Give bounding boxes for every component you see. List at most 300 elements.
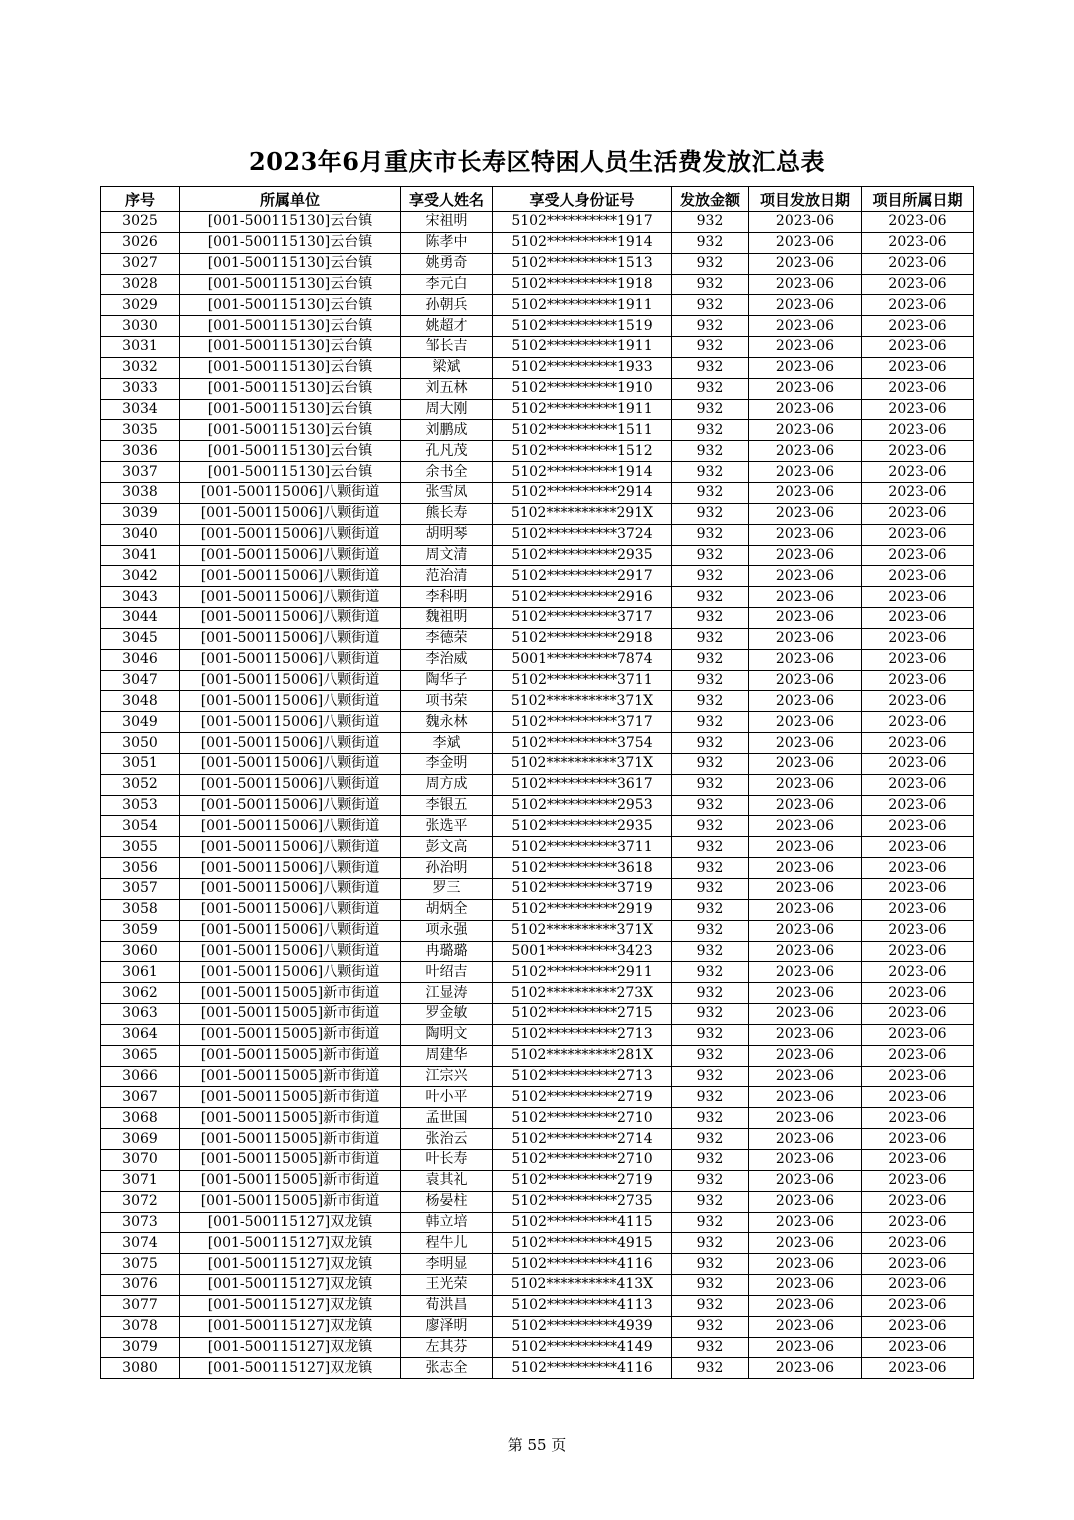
cell-index: 3049 bbox=[101, 712, 180, 733]
cell-index: 3030 bbox=[101, 316, 180, 337]
col-header-issue-date: 项目发放日期 bbox=[749, 187, 862, 212]
cell-issue-date: 2023-06 bbox=[749, 1045, 862, 1066]
cell-amount: 932 bbox=[672, 1358, 749, 1379]
cell-id-number: 5102**********371X bbox=[493, 920, 672, 941]
cell-name: 熊长寿 bbox=[401, 503, 493, 524]
cell-unit: [001-500115006]八颗街道 bbox=[180, 899, 401, 920]
cell-name: 李德荣 bbox=[401, 628, 493, 649]
cell-index: 3027 bbox=[101, 253, 180, 274]
cell-unit: [001-500115006]八颗街道 bbox=[180, 545, 401, 566]
cell-name: 刘五林 bbox=[401, 378, 493, 399]
cell-issue-date: 2023-06 bbox=[749, 670, 862, 691]
cell-name: 王光荣 bbox=[401, 1275, 493, 1296]
cell-index: 3054 bbox=[101, 816, 180, 837]
cell-period: 2023-06 bbox=[862, 1316, 974, 1337]
cell-amount: 932 bbox=[672, 1108, 749, 1129]
cell-name: 刘鹏成 bbox=[401, 420, 493, 441]
cell-unit: [001-500115127]双龙镇 bbox=[180, 1212, 401, 1233]
cell-id-number: 5102**********4915 bbox=[493, 1233, 672, 1254]
cell-unit: [001-500115006]八颗街道 bbox=[180, 816, 401, 837]
cell-id-number: 5102**********3724 bbox=[493, 524, 672, 545]
cell-id-number: 5102**********3717 bbox=[493, 712, 672, 733]
cell-amount: 932 bbox=[672, 566, 749, 587]
cell-index: 3044 bbox=[101, 608, 180, 629]
table-row bbox=[101, 295, 974, 316]
cell-name: 孙朝兵 bbox=[401, 295, 493, 316]
cell-issue-date: 2023-06 bbox=[749, 212, 862, 233]
table-row bbox=[101, 378, 974, 399]
cell-index: 3072 bbox=[101, 1191, 180, 1212]
cell-issue-date: 2023-06 bbox=[749, 253, 862, 274]
cell-index: 3042 bbox=[101, 566, 180, 587]
cell-name: 周大刚 bbox=[401, 399, 493, 420]
cell-period: 2023-06 bbox=[862, 420, 974, 441]
cell-amount: 932 bbox=[672, 941, 749, 962]
cell-name: 冉璐璐 bbox=[401, 941, 493, 962]
cell-name: 项书荣 bbox=[401, 691, 493, 712]
table-row bbox=[101, 733, 974, 754]
cell-unit: [001-500115006]八颗街道 bbox=[180, 628, 401, 649]
cell-issue-date: 2023-06 bbox=[749, 503, 862, 524]
table-row bbox=[101, 1358, 974, 1379]
cell-id-number: 5102**********371X bbox=[493, 691, 672, 712]
cell-name: 韩立培 bbox=[401, 1212, 493, 1233]
cell-name: 周文清 bbox=[401, 545, 493, 566]
cell-index: 3045 bbox=[101, 628, 180, 649]
cell-id-number: 5102**********4116 bbox=[493, 1254, 672, 1275]
cell-issue-date: 2023-06 bbox=[749, 899, 862, 920]
cell-index: 3078 bbox=[101, 1316, 180, 1337]
cell-period: 2023-06 bbox=[862, 524, 974, 545]
col-header-amount: 发放金额 bbox=[672, 187, 749, 212]
cell-unit: [001-500115005]新市街道 bbox=[180, 1024, 401, 1045]
cell-amount: 932 bbox=[672, 628, 749, 649]
header-row bbox=[101, 187, 974, 212]
cell-period: 2023-06 bbox=[862, 816, 974, 837]
cell-name: 张雪凤 bbox=[401, 482, 493, 503]
cell-id-number: 5102**********1513 bbox=[493, 253, 672, 274]
cell-period: 2023-06 bbox=[862, 1024, 974, 1045]
cell-issue-date: 2023-06 bbox=[749, 795, 862, 816]
cell-amount: 932 bbox=[672, 545, 749, 566]
table-row bbox=[101, 587, 974, 608]
cell-amount: 932 bbox=[672, 837, 749, 858]
cell-issue-date: 2023-06 bbox=[749, 837, 862, 858]
cell-name: 李斌 bbox=[401, 733, 493, 754]
cell-amount: 932 bbox=[672, 712, 749, 733]
cell-id-number: 5102**********4115 bbox=[493, 1212, 672, 1233]
cell-period: 2023-06 bbox=[862, 503, 974, 524]
table-row bbox=[101, 795, 974, 816]
cell-amount: 932 bbox=[672, 1254, 749, 1275]
table-row bbox=[101, 1149, 974, 1170]
cell-id-number: 5102**********1512 bbox=[493, 441, 672, 462]
cell-index: 3035 bbox=[101, 420, 180, 441]
page-title: 2023年6月重庆市长寿区特困人员生活费发放汇总表 bbox=[249, 147, 825, 176]
table-row bbox=[101, 920, 974, 941]
table-row bbox=[101, 1275, 974, 1296]
cell-unit: [001-500115005]新市街道 bbox=[180, 1191, 401, 1212]
cell-index: 3026 bbox=[101, 232, 180, 253]
table-row bbox=[101, 316, 974, 337]
cell-name: 江显涛 bbox=[401, 983, 493, 1004]
cell-issue-date: 2023-06 bbox=[749, 524, 862, 545]
cell-period: 2023-06 bbox=[862, 399, 974, 420]
cell-id-number: 5102**********3711 bbox=[493, 837, 672, 858]
cell-index: 3039 bbox=[101, 503, 180, 524]
cell-amount: 932 bbox=[672, 1024, 749, 1045]
table-row bbox=[101, 212, 974, 233]
cell-id-number: 5001**********3423 bbox=[493, 941, 672, 962]
col-header-unit: 所属单位 bbox=[180, 187, 401, 212]
cell-index: 3069 bbox=[101, 1129, 180, 1150]
cell-name: 李金明 bbox=[401, 753, 493, 774]
table-row bbox=[101, 670, 974, 691]
cell-name: 姚超才 bbox=[401, 316, 493, 337]
cell-id-number: 5102**********4113 bbox=[493, 1295, 672, 1316]
table-row bbox=[101, 1212, 974, 1233]
cell-unit: [001-500115005]新市街道 bbox=[180, 1087, 401, 1108]
cell-name: 项永强 bbox=[401, 920, 493, 941]
cell-issue-date: 2023-06 bbox=[749, 1212, 862, 1233]
cell-unit: [001-500115130]云台镇 bbox=[180, 232, 401, 253]
cell-name: 袁其礼 bbox=[401, 1170, 493, 1191]
cell-name: 胡明琴 bbox=[401, 524, 493, 545]
cell-unit: [001-500115006]八颗街道 bbox=[180, 941, 401, 962]
cell-index: 3063 bbox=[101, 1004, 180, 1025]
cell-name: 张治云 bbox=[401, 1129, 493, 1150]
cell-name: 李科明 bbox=[401, 587, 493, 608]
cell-issue-date: 2023-06 bbox=[749, 1149, 862, 1170]
cell-period: 2023-06 bbox=[862, 1254, 974, 1275]
cell-name: 李元白 bbox=[401, 274, 493, 295]
cell-issue-date: 2023-06 bbox=[749, 941, 862, 962]
cell-period: 2023-06 bbox=[862, 941, 974, 962]
cell-period: 2023-06 bbox=[862, 1149, 974, 1170]
cell-period: 2023-06 bbox=[862, 753, 974, 774]
cell-name: 叶绍吉 bbox=[401, 962, 493, 983]
cell-name: 廖泽明 bbox=[401, 1316, 493, 1337]
cell-index: 3055 bbox=[101, 837, 180, 858]
cell-issue-date: 2023-06 bbox=[749, 983, 862, 1004]
cell-id-number: 5102**********2714 bbox=[493, 1129, 672, 1150]
cell-index: 3050 bbox=[101, 733, 180, 754]
cell-index: 3028 bbox=[101, 274, 180, 295]
cell-id-number: 5102**********1511 bbox=[493, 420, 672, 441]
cell-unit: [001-500115006]八颗街道 bbox=[180, 524, 401, 545]
cell-id-number: 5102**********371X bbox=[493, 753, 672, 774]
cell-period: 2023-06 bbox=[862, 670, 974, 691]
cell-amount: 932 bbox=[672, 1087, 749, 1108]
cell-index: 3073 bbox=[101, 1212, 180, 1233]
cell-index: 3077 bbox=[101, 1295, 180, 1316]
cell-issue-date: 2023-06 bbox=[749, 587, 862, 608]
cell-name: 叶小平 bbox=[401, 1087, 493, 1108]
cell-period: 2023-06 bbox=[862, 1275, 974, 1296]
cell-period: 2023-06 bbox=[862, 899, 974, 920]
cell-unit: [001-500115006]八颗街道 bbox=[180, 608, 401, 629]
cell-unit: [001-500115006]八颗街道 bbox=[180, 753, 401, 774]
table-row bbox=[101, 1254, 974, 1275]
cell-period: 2023-06 bbox=[862, 649, 974, 670]
cell-index: 3058 bbox=[101, 899, 180, 920]
cell-period: 2023-06 bbox=[862, 1004, 974, 1025]
cell-amount: 932 bbox=[672, 962, 749, 983]
table-row bbox=[101, 628, 974, 649]
cell-issue-date: 2023-06 bbox=[749, 545, 862, 566]
cell-unit: [001-500115130]云台镇 bbox=[180, 462, 401, 483]
cell-issue-date: 2023-06 bbox=[749, 1254, 862, 1275]
cell-issue-date: 2023-06 bbox=[749, 753, 862, 774]
cell-period: 2023-06 bbox=[862, 920, 974, 941]
cell-id-number: 5102**********2917 bbox=[493, 566, 672, 587]
cell-name: 左其芬 bbox=[401, 1337, 493, 1358]
cell-id-number: 5102**********2916 bbox=[493, 587, 672, 608]
cell-name: 荀洪昌 bbox=[401, 1295, 493, 1316]
cell-issue-date: 2023-06 bbox=[749, 733, 862, 754]
cell-period: 2023-06 bbox=[862, 587, 974, 608]
cell-index: 3066 bbox=[101, 1066, 180, 1087]
col-header-period: 项目所属日期 bbox=[862, 187, 974, 212]
cell-issue-date: 2023-06 bbox=[749, 1170, 862, 1191]
cell-index: 3057 bbox=[101, 879, 180, 900]
cell-name: 梁斌 bbox=[401, 357, 493, 378]
cell-id-number: 5102**********2719 bbox=[493, 1087, 672, 1108]
cell-issue-date: 2023-06 bbox=[749, 337, 862, 358]
table-row bbox=[101, 962, 974, 983]
cell-index: 3080 bbox=[101, 1358, 180, 1379]
table-row bbox=[101, 1024, 974, 1045]
cell-period: 2023-06 bbox=[862, 274, 974, 295]
cell-unit: [001-500115130]云台镇 bbox=[180, 316, 401, 337]
cell-name: 姚勇奇 bbox=[401, 253, 493, 274]
cell-unit: [001-500115130]云台镇 bbox=[180, 253, 401, 274]
cell-index: 3065 bbox=[101, 1045, 180, 1066]
cell-id-number: 5102**********1917 bbox=[493, 212, 672, 233]
cell-amount: 932 bbox=[672, 691, 749, 712]
cell-id-number: 5102**********3717 bbox=[493, 608, 672, 629]
table-row bbox=[101, 503, 974, 524]
cell-issue-date: 2023-06 bbox=[749, 1358, 862, 1379]
table-row bbox=[101, 1004, 974, 1025]
cell-unit: [001-500115130]云台镇 bbox=[180, 274, 401, 295]
cell-amount: 932 bbox=[672, 920, 749, 941]
cell-period: 2023-06 bbox=[862, 1045, 974, 1066]
cell-issue-date: 2023-06 bbox=[749, 378, 862, 399]
cell-index: 3068 bbox=[101, 1108, 180, 1129]
cell-id-number: 5102**********1914 bbox=[493, 232, 672, 253]
cell-amount: 932 bbox=[672, 1295, 749, 1316]
col-header-index: 序号 bbox=[101, 187, 180, 212]
cell-amount: 932 bbox=[672, 1129, 749, 1150]
table-row bbox=[101, 462, 974, 483]
cell-unit: [001-500115005]新市街道 bbox=[180, 983, 401, 1004]
cell-issue-date: 2023-06 bbox=[749, 1316, 862, 1337]
cell-issue-date: 2023-06 bbox=[749, 1295, 862, 1316]
cell-unit: [001-500115006]八颗街道 bbox=[180, 712, 401, 733]
cell-name: 叶长寿 bbox=[401, 1149, 493, 1170]
table-row bbox=[101, 837, 974, 858]
cell-index: 3060 bbox=[101, 941, 180, 962]
cell-period: 2023-06 bbox=[862, 253, 974, 274]
cell-id-number: 5102**********1911 bbox=[493, 295, 672, 316]
cell-index: 3079 bbox=[101, 1337, 180, 1358]
table-row bbox=[101, 691, 974, 712]
cell-period: 2023-06 bbox=[862, 1170, 974, 1191]
cell-name: 杨晏柱 bbox=[401, 1191, 493, 1212]
cell-id-number: 5102**********2715 bbox=[493, 1004, 672, 1025]
cell-unit: [001-500115127]双龙镇 bbox=[180, 1295, 401, 1316]
cell-unit: [001-500115127]双龙镇 bbox=[180, 1316, 401, 1337]
cell-period: 2023-06 bbox=[862, 566, 974, 587]
cell-name: 周方成 bbox=[401, 774, 493, 795]
cell-id-number: 5102**********1911 bbox=[493, 399, 672, 420]
cell-amount: 932 bbox=[672, 587, 749, 608]
cell-index: 3040 bbox=[101, 524, 180, 545]
cell-id-number: 5102**********2713 bbox=[493, 1024, 672, 1045]
cell-period: 2023-06 bbox=[862, 462, 974, 483]
cell-name: 范治清 bbox=[401, 566, 493, 587]
cell-amount: 932 bbox=[672, 357, 749, 378]
table-row bbox=[101, 1191, 974, 1212]
cell-unit: [001-500115005]新市街道 bbox=[180, 1108, 401, 1129]
table-row bbox=[101, 608, 974, 629]
cell-amount: 932 bbox=[672, 733, 749, 754]
cell-name: 李治威 bbox=[401, 649, 493, 670]
cell-index: 3031 bbox=[101, 337, 180, 358]
cell-unit: [001-500115127]双龙镇 bbox=[180, 1275, 401, 1296]
cell-amount: 932 bbox=[672, 1337, 749, 1358]
cell-period: 2023-06 bbox=[862, 482, 974, 503]
cell-unit: [001-500115130]云台镇 bbox=[180, 212, 401, 233]
cell-id-number: 5102**********1910 bbox=[493, 378, 672, 399]
cell-unit: [001-500115005]新市街道 bbox=[180, 1149, 401, 1170]
table-row bbox=[101, 712, 974, 733]
table-row bbox=[101, 253, 974, 274]
cell-index: 3064 bbox=[101, 1024, 180, 1045]
cell-period: 2023-06 bbox=[862, 1066, 974, 1087]
cell-issue-date: 2023-06 bbox=[749, 1024, 862, 1045]
cell-unit: [001-500115005]新市街道 bbox=[180, 1004, 401, 1025]
table-row bbox=[101, 1087, 974, 1108]
cell-period: 2023-06 bbox=[862, 733, 974, 754]
cell-unit: [001-500115130]云台镇 bbox=[180, 295, 401, 316]
cell-index: 3041 bbox=[101, 545, 180, 566]
cell-amount: 932 bbox=[672, 670, 749, 691]
cell-id-number: 5102**********1918 bbox=[493, 274, 672, 295]
cell-id-number: 5102**********2935 bbox=[493, 545, 672, 566]
cell-amount: 932 bbox=[672, 420, 749, 441]
table-row bbox=[101, 1295, 974, 1316]
cell-unit: [001-500115130]云台镇 bbox=[180, 441, 401, 462]
cell-index: 3025 bbox=[101, 212, 180, 233]
cell-name: 李明显 bbox=[401, 1254, 493, 1275]
cell-id-number: 5102**********2710 bbox=[493, 1108, 672, 1129]
cell-amount: 932 bbox=[672, 441, 749, 462]
table-row bbox=[101, 1170, 974, 1191]
cell-issue-date: 2023-06 bbox=[749, 232, 862, 253]
cell-period: 2023-06 bbox=[862, 1212, 974, 1233]
cell-index: 3043 bbox=[101, 587, 180, 608]
cell-index: 3052 bbox=[101, 774, 180, 795]
cell-id-number: 5102**********3617 bbox=[493, 774, 672, 795]
table-row bbox=[101, 1066, 974, 1087]
cell-name: 彭文高 bbox=[401, 837, 493, 858]
cell-id-number: 5102**********281X bbox=[493, 1045, 672, 1066]
cell-index: 3032 bbox=[101, 357, 180, 378]
cell-issue-date: 2023-06 bbox=[749, 357, 862, 378]
cell-period: 2023-06 bbox=[862, 1108, 974, 1129]
cell-index: 3047 bbox=[101, 670, 180, 691]
cell-period: 2023-06 bbox=[862, 962, 974, 983]
cell-index: 3034 bbox=[101, 399, 180, 420]
table-row bbox=[101, 858, 974, 879]
cell-period: 2023-06 bbox=[862, 212, 974, 233]
cell-id-number: 5102**********1519 bbox=[493, 316, 672, 337]
table-row bbox=[101, 1316, 974, 1337]
cell-period: 2023-06 bbox=[862, 316, 974, 337]
cell-period: 2023-06 bbox=[862, 795, 974, 816]
cell-amount: 932 bbox=[672, 858, 749, 879]
cell-name: 魏祖明 bbox=[401, 608, 493, 629]
cell-period: 2023-06 bbox=[862, 545, 974, 566]
cell-index: 3071 bbox=[101, 1170, 180, 1191]
cell-unit: [001-500115006]八颗街道 bbox=[180, 670, 401, 691]
cell-unit: [001-500115006]八颗街道 bbox=[180, 733, 401, 754]
col-header-id-number: 享受人身份证号 bbox=[493, 187, 672, 212]
cell-name: 罗三 bbox=[401, 879, 493, 900]
cell-period: 2023-06 bbox=[862, 858, 974, 879]
cell-name: 宋祖明 bbox=[401, 212, 493, 233]
cell-amount: 932 bbox=[672, 1004, 749, 1025]
cell-issue-date: 2023-06 bbox=[749, 1275, 862, 1296]
cell-id-number: 5102**********3618 bbox=[493, 858, 672, 879]
cell-index: 3076 bbox=[101, 1275, 180, 1296]
cell-issue-date: 2023-06 bbox=[749, 420, 862, 441]
cell-amount: 932 bbox=[672, 1212, 749, 1233]
table-row bbox=[101, 337, 974, 358]
cell-name: 孔凡茂 bbox=[401, 441, 493, 462]
cell-issue-date: 2023-06 bbox=[749, 1066, 862, 1087]
cell-issue-date: 2023-06 bbox=[749, 816, 862, 837]
cell-unit: [001-500115130]云台镇 bbox=[180, 337, 401, 358]
cell-amount: 932 bbox=[672, 1170, 749, 1191]
cell-amount: 932 bbox=[672, 316, 749, 337]
cell-issue-date: 2023-06 bbox=[749, 628, 862, 649]
table-row bbox=[101, 774, 974, 795]
table-row bbox=[101, 1129, 974, 1150]
cell-unit: [001-500115006]八颗街道 bbox=[180, 795, 401, 816]
cell-amount: 932 bbox=[672, 378, 749, 399]
table-row bbox=[101, 232, 974, 253]
cell-amount: 932 bbox=[672, 212, 749, 233]
cell-unit: [001-500115130]云台镇 bbox=[180, 357, 401, 378]
cell-period: 2023-06 bbox=[862, 879, 974, 900]
cell-id-number: 5102**********291X bbox=[493, 503, 672, 524]
cell-amount: 932 bbox=[672, 295, 749, 316]
cell-name: 罗金敏 bbox=[401, 1004, 493, 1025]
cell-index: 3029 bbox=[101, 295, 180, 316]
cell-period: 2023-06 bbox=[862, 378, 974, 399]
cell-index: 3075 bbox=[101, 1254, 180, 1275]
cell-period: 2023-06 bbox=[862, 1087, 974, 1108]
cell-period: 2023-06 bbox=[862, 337, 974, 358]
table-row bbox=[101, 399, 974, 420]
cell-unit: [001-500115127]双龙镇 bbox=[180, 1358, 401, 1379]
cell-id-number: 5102**********4149 bbox=[493, 1337, 672, 1358]
cell-period: 2023-06 bbox=[862, 441, 974, 462]
cell-unit: [001-500115130]云台镇 bbox=[180, 420, 401, 441]
